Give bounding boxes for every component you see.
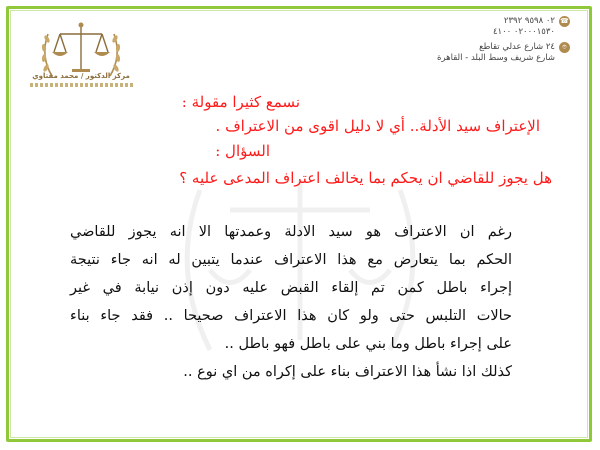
answer-line-4: حالات التلبس حتى ولو كان هذا الاعتراف صحيحا .. فقد جاء بناء (70, 308, 512, 324)
answer-line-6: كذلك اذا نشأ هذا الاعتراف بناء على إكراه من اي نوع .. (183, 364, 512, 380)
address-row (410, 42, 570, 64)
address-line-1: ٢٤ شارع عدلي تقاطع (479, 42, 555, 52)
answer-line-5: على إجراء باطل وما بني على باطل فهو باطل .. (224, 336, 512, 352)
phone-row (410, 16, 570, 38)
intro-line-1: نسمع كثيرا مقولة : (181, 93, 300, 111)
scales-of-justice-logo (32, 12, 130, 92)
office-name: مركز الدكتور / محمد مقتاوي (32, 72, 130, 80)
answer-line-2: الحكم بما يتعارض مع هذا الاعتراف عندما يتبين له انه جاء نتيجة (70, 252, 512, 268)
answer-line-3: إجراء باطل كمن تم إلقاء القبض عليه دون إذن نيابة في غير (70, 280, 512, 296)
address-line-2: شارع شريف وسط البلد - القاهرة (437, 53, 555, 63)
phone-line-2: ٠٢٠٠٠١٥٣٠ ٤١٠٠ (492, 27, 555, 37)
question-label: السؤال : (215, 142, 270, 160)
location-pin-icon: ⌾ (559, 42, 570, 53)
office-subtitle-decoration (30, 83, 134, 87)
answer-paragraph (70, 218, 512, 386)
phone-line-1: ٠٢ ٩٥٩٨ ٢٣٩٢ (503, 16, 555, 26)
intro-line-2: الإعتراف سيد الأدلة.. أي لا دليل اقوى من الاعتراف . (215, 117, 540, 135)
phone-icon: ☎ (560, 17, 569, 25)
contact-block (410, 16, 570, 68)
answer-line-1: رغم ان الاعتراف هو سيد الادلة وعمدتها الا انه يجوز للقاضي (70, 224, 512, 240)
question-text: هل يجوز للقاضي ان يحكم بما يخالف اعتراف المدعى عليه ؟ (179, 169, 552, 187)
